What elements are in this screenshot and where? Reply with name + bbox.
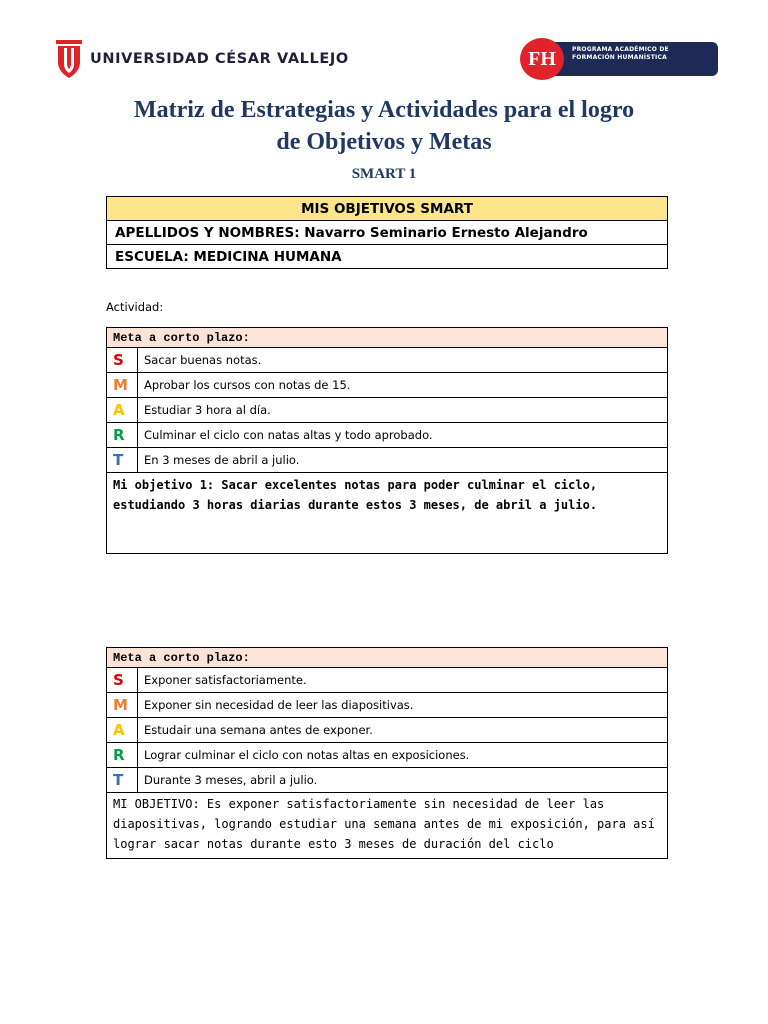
smart-description: Exponer satisfactoriamente. bbox=[138, 668, 668, 693]
smart-description: Estudiar 3 hora al día. bbox=[138, 398, 668, 423]
smart-letter-a: A bbox=[107, 398, 138, 423]
smart-description: Durante 3 meses, abril a julio. bbox=[138, 768, 668, 793]
smart-letter-t: T bbox=[107, 448, 138, 473]
fh-logo bbox=[520, 38, 718, 80]
goal-heading: Meta a corto plazo: bbox=[107, 648, 668, 668]
table-row bbox=[107, 693, 668, 718]
page-subtitle: SMART 1 bbox=[351, 166, 417, 182]
info-table bbox=[106, 196, 668, 269]
objective-text: MI OBJETIVO: Es exponer satisfactoriamente sin necesidad de leer las diapositivas, logrando estudiar una semana antes de mi exposición, para así lograr sacar notas durante esto 3 meses de duración del ciclo bbox=[107, 793, 668, 859]
ucv-shield-icon bbox=[56, 40, 82, 78]
table-row bbox=[107, 743, 668, 768]
ucv-logo bbox=[56, 40, 349, 78]
table-row bbox=[107, 768, 668, 793]
smart-description: Culminar el ciclo con natas altas y todo aprobado. bbox=[138, 423, 668, 448]
table-row bbox=[107, 423, 668, 448]
university-name: UNIVERSIDAD CÉSAR VALLEJO bbox=[90, 51, 349, 67]
smart-description: Aprobar los cursos con notas de 15. bbox=[138, 373, 668, 398]
objective-text: Mi objetivo 1: Sacar excelentes notas para poder culminar el ciclo, estudiando 3 horas diarias durante estos 3 meses, de abril a julio. bbox=[107, 473, 668, 554]
table-row bbox=[107, 448, 668, 473]
smart-description: Estudair una semana antes de exponer. bbox=[138, 718, 668, 743]
smart-letter-s: S bbox=[107, 348, 138, 373]
page-title: Matriz de Estrategias y Actividades para el logro de Objetivos y Metas bbox=[133, 97, 635, 155]
student-names: APELLIDOS Y NOMBRES: Navarro Seminario Ernesto Alejandro bbox=[107, 221, 668, 245]
fh-badge: FH bbox=[520, 38, 564, 80]
smart-table-1 bbox=[106, 327, 668, 554]
table-row bbox=[107, 373, 668, 398]
smart-letter-s: S bbox=[107, 668, 138, 693]
table-row bbox=[107, 398, 668, 423]
table-row bbox=[107, 668, 668, 693]
smart-description: Sacar buenas notas. bbox=[138, 348, 668, 373]
fh-program-text: PROGRAMA ACADÉMICO DE FORMACIÓN HUMANÍSTICA bbox=[572, 46, 669, 61]
smart-description: Exponer sin necesidad de leer las diapositivas. bbox=[138, 693, 668, 718]
smart-description: En 3 meses de abril a julio. bbox=[138, 448, 668, 473]
smart-letter-r: R bbox=[107, 743, 138, 768]
page-header bbox=[0, 0, 768, 90]
table-row bbox=[107, 348, 668, 373]
smart-letter-r: R bbox=[107, 423, 138, 448]
smart-letter-m: M bbox=[107, 373, 138, 398]
activity-label: Actividad: bbox=[106, 300, 164, 314]
smart-letter-t: T bbox=[107, 768, 138, 793]
smart-letter-m: M bbox=[107, 693, 138, 718]
student-school: ESCUELA: MEDICINA HUMANA bbox=[107, 245, 668, 269]
info-header: MIS OBJETIVOS SMART bbox=[107, 197, 668, 221]
smart-letter-a: A bbox=[107, 718, 138, 743]
smart-table-2 bbox=[106, 647, 668, 859]
smart-description: Lograr culminar el ciclo con notas altas en exposiciones. bbox=[138, 743, 668, 768]
goal-heading: Meta a corto plazo: bbox=[107, 328, 668, 348]
table-row bbox=[107, 718, 668, 743]
